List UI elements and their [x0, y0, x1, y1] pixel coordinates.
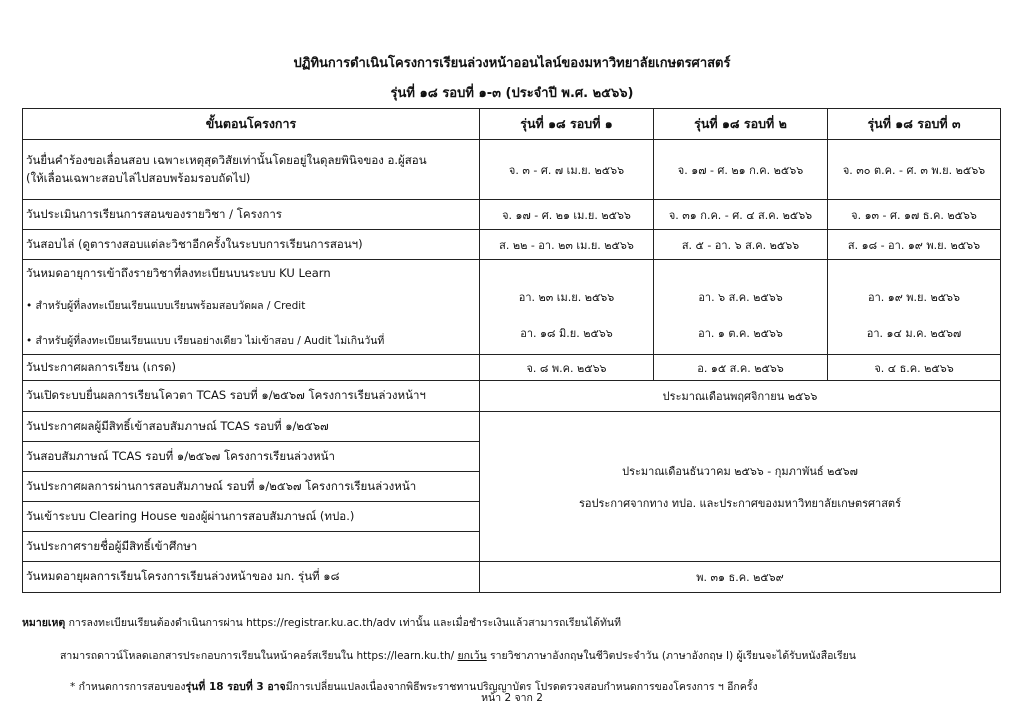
remark-line: [22, 614, 621, 631]
header-row: [23, 109, 1001, 140]
remark-bold: รุ่นที่ 18 รอบที่ 3 อาจ: [185, 681, 286, 693]
row-label: วันสอบสัมภาษณ์ TCAS รอบที่ ๑/๒๕๖๗ โครงการเรียนล่วงหน้า: [23, 442, 480, 472]
remark-line-2: [60, 647, 856, 664]
row-label: วันสอบไล่ (ดูตารางสอบแต่ละวิชาอีกครั้งในระบบการเรียนการสอนฯ): [23, 230, 480, 260]
row-label-line: วันหมดอายุการเข้าถึงรายวิชาที่ลงทะเบียนบนระบบ KU Learn: [26, 266, 331, 280]
row-label-line: วันยื่นคำร้องขอเลื่อนสอบ เฉพาะเหตุสุดวิสัยเท่านั้นโดยอยู่ในดุลยพินิจของ อ.ผู้สอน: [26, 152, 427, 167]
row-label: วันประกาศรายชื่อผู้มีสิทธิ์เข้าศึกษา: [23, 532, 480, 562]
remark-label: หมายเหตุ: [22, 617, 66, 629]
cell-audit: อา. ๑๔ ม.ค. ๒๕๖๗: [866, 327, 962, 340]
remark-text: การลงทะเบียนเรียนต้องดำเนินการผ่าน https://registrar.ku.ac.th/adv เท่านั้น และเมื่อชำระเงินแล้วสามารถเรียนได้ทันที: [65, 617, 621, 629]
table-row: [23, 562, 1001, 593]
header-round-3: รุ่นที่ ๑๘ รอบที่ ๓: [828, 109, 1001, 140]
remark-underline: ยกเว้น: [457, 650, 487, 662]
cell-credit: อา. ๒๓ เม.ย. ๒๕๖๖: [518, 291, 615, 304]
row-label-line: (ให้เลื่อนเฉพาะสอบไล่ไปสอบพร้อมรอบถัดไป): [26, 170, 251, 185]
row-label: วันประกาศผลการผ่านการสอบสัมภาษณ์ รอบที่ ๑/๒๕๖๗ โครงการเรียนล่วงหน้า: [23, 472, 480, 502]
cell-round-3: จ. ๑๓ - ศ. ๑๗ ธ.ค. ๒๕๖๖: [828, 200, 1001, 230]
cell-audit: อา. ๑ ต.ค. ๒๕๖๖: [698, 327, 783, 340]
remark-text: มีการเปลี่ยนแปลงเนื่องจากพิธีพระราชทานปริญญาบัตร โปรดตรวจสอบกำหนดการของโครงการ ฯ อีกครั้ง: [285, 681, 758, 693]
table-row: [23, 200, 1001, 230]
row-label: วันประกาศผลผู้มีสิทธิ์เข้าสอบสัมภาษณ์ TCAS รอบที่ ๑/๒๕๖๗: [23, 412, 480, 442]
row-label: วันประกาศผลการเรียน (เกรด): [23, 355, 480, 381]
table-row: [23, 140, 1001, 200]
header-round-1: รุ่นที่ ๑๘ รอบที่ ๑: [480, 109, 654, 140]
merged-cell: พ. ๓๑ ธ.ค. ๒๕๖๙: [480, 562, 1001, 593]
cell-round-3: จ. ๔ ธ.ค. ๒๕๖๖: [828, 355, 1001, 381]
header-round-2: รุ่นที่ ๑๘ รอบที่ ๒: [654, 109, 828, 140]
cell-round-1: ส. ๒๒ - อา. ๒๓ เม.ย. ๒๕๖๖: [480, 230, 654, 260]
merged-line: รอประกาศจากทาง ทปอ. และประกาศของมหาวิทยาลัยเกษตรศาสตร์: [579, 496, 901, 510]
document-subtitle: รุ่นที่ ๑๘ รอบที่ ๑-๓ (ประจำปี พ.ศ. ๒๕๖๖): [390, 86, 634, 101]
merged-cell: [480, 412, 1001, 562]
row-label: วันหมดอายุผลการเรียนโครงการเรียนล่วงหน้าของ มก. รุ่นที่ ๑๘: [23, 562, 480, 593]
cell-round-1: จ. ๓ - ศ. ๗ เม.ย. ๒๕๖๖: [480, 140, 654, 200]
remark-text: * กำหนดการการสอบของ: [70, 681, 186, 693]
cell-round-3: [828, 260, 1001, 355]
table-row: [23, 381, 1001, 412]
row-label: [23, 260, 480, 355]
cell-round-1: [480, 260, 654, 355]
table-row: [23, 260, 1001, 355]
schedule-table: [22, 108, 1001, 593]
row-label: [23, 140, 480, 200]
cell-round-2: ส. ๕ - อา. ๖ ส.ค. ๒๕๖๖: [654, 230, 828, 260]
cell-audit: อา. ๑๘ มิ.ย. ๒๕๖๖: [520, 327, 613, 340]
remark-text: รายวิชาภาษาอังกฤษในชีวิตประจำวัน (ภาษาอังกฤษ I) ผู้เรียนจะได้รับหนังสือเรียน: [486, 650, 856, 662]
header-step: ขั้นตอนโครงการ: [23, 109, 480, 140]
table-row: [23, 230, 1001, 260]
cell-round-1: จ. ๘ พ.ค. ๒๕๖๖: [480, 355, 654, 381]
cell-round-3: จ. ๓๐ ต.ค. - ศ. ๓ พ.ย. ๒๕๖๖: [828, 140, 1001, 200]
table-row: [23, 355, 1001, 381]
merged-cell: ประมาณเดือนพฤศจิกายน ๒๕๖๖: [480, 381, 1001, 412]
row-label-line: • สำหรับผู้ที่ลงทะเบียนเรียนแบบ เรียนอย่างเดียว ไม่เข้าสอบ / Audit ไม่เกินวันที่: [26, 335, 385, 347]
cell-round-2: อ. ๑๕ ส.ค. ๒๕๖๖: [654, 355, 828, 381]
page-number: หน้า 2 จาก 2: [481, 692, 543, 704]
row-label: วันเปิดระบบยื่นผลการเรียนโควตา TCAS รอบที่ ๑/๒๕๖๗ โครงการเรียนล่วงหน้าฯ: [23, 381, 480, 412]
row-label: วันเข้าระบบ Clearing House ของผู้ผ่านการสอบสัมภาษณ์ (ทปอ.): [23, 502, 480, 532]
cell-round-3: ส. ๑๘ - อา. ๑๙ พ.ย. ๒๕๖๖: [828, 230, 1001, 260]
table-row: [23, 412, 1001, 442]
merged-line: ประมาณเดือนธันวาคม ๒๕๖๖ - กุมภาพันธ์ ๒๕๖๗: [622, 464, 858, 478]
row-label: วันประเมินการเรียนการสอนของรายวิชา / โครงการ: [23, 200, 480, 230]
document-title: ปฏิทินการดำเนินโครงการเรียนล่วงหน้าออนไลน์ของมหาวิทยาลัยเกษตรศาสตร์: [293, 56, 731, 71]
cell-credit: อา. ๖ ส.ค. ๒๕๖๖: [698, 291, 783, 304]
cell-round-1: จ. ๑๗ - ศ. ๒๑ เม.ย. ๒๕๖๖: [480, 200, 654, 230]
cell-round-2: [654, 260, 828, 355]
cell-round-2: จ. ๓๑ ก.ค. - ศ. ๔ ส.ค. ๒๕๖๖: [654, 200, 828, 230]
remark-text: สามารถดาวน์โหลดเอกสารประกอบการเรียนในหน้าคอร์สเรียนใน https://learn.ku.th/: [60, 650, 458, 662]
cell-round-2: จ. ๑๗ - ศ. ๒๑ ก.ค. ๒๕๖๖: [654, 140, 828, 200]
cell-credit: อา. ๑๙ พ.ย. ๒๕๖๖: [867, 291, 961, 304]
row-label-line: • สำหรับผู้ที่ลงทะเบียนเรียนแบบเรียนพร้อมสอบวัดผล / Credit: [26, 300, 306, 312]
